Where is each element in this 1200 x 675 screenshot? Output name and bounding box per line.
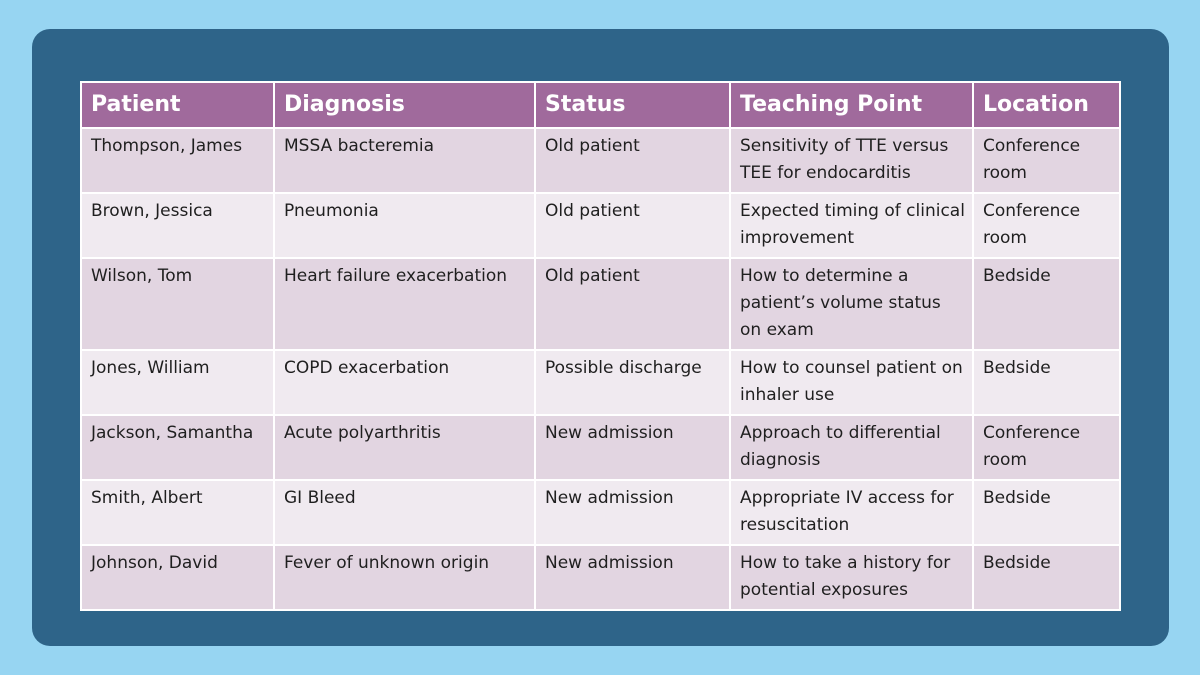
cell-diagnosis: GI Bleed xyxy=(274,480,535,545)
cell-status: New admission xyxy=(535,415,730,480)
table-row xyxy=(81,350,1120,415)
cell-teaching-point: Sensitivity of TTE versus TEE for endocarditis xyxy=(730,128,973,193)
cell-teaching-point: How to counsel patient on inhaler use xyxy=(730,350,973,415)
cell-diagnosis: Acute polyarthritis xyxy=(274,415,535,480)
cell-patient: Smith, Albert xyxy=(81,480,274,545)
cell-location: Bedside xyxy=(973,258,1120,350)
cell-status: New admission xyxy=(535,480,730,545)
header-patient: Patient xyxy=(81,82,274,128)
header-location: Location xyxy=(973,82,1120,128)
cell-status: Old patient xyxy=(535,193,730,258)
cell-status: New admission xyxy=(535,545,730,610)
cell-patient: Brown, Jessica xyxy=(81,193,274,258)
cell-teaching-point: Approach to differential diagnosis xyxy=(730,415,973,480)
table-row xyxy=(81,258,1120,350)
cell-patient: Jones, William xyxy=(81,350,274,415)
cell-location: Bedside xyxy=(973,545,1120,610)
cell-teaching-point: Appropriate IV access for resuscitation xyxy=(730,480,973,545)
cell-patient: Johnson, David xyxy=(81,545,274,610)
patient-table xyxy=(80,81,1121,611)
cell-diagnosis: Pneumonia xyxy=(274,193,535,258)
table-header-row xyxy=(81,82,1120,128)
cell-diagnosis: Heart failure exacerbation xyxy=(274,258,535,350)
cell-location: Conference room xyxy=(973,193,1120,258)
cell-status: Old patient xyxy=(535,128,730,193)
cell-teaching-point: How to take a history for potential exposures xyxy=(730,545,973,610)
header-status: Status xyxy=(535,82,730,128)
cell-status: Possible discharge xyxy=(535,350,730,415)
table-row xyxy=(81,545,1120,610)
table-row xyxy=(81,415,1120,480)
cell-location: Bedside xyxy=(973,350,1120,415)
table-row xyxy=(81,480,1120,545)
cell-location: Bedside xyxy=(973,480,1120,545)
cell-patient: Thompson, James xyxy=(81,128,274,193)
header-teaching-point: Teaching Point xyxy=(730,82,973,128)
cell-teaching-point: How to determine a patient’s volume status on exam xyxy=(730,258,973,350)
cell-patient: Wilson, Tom xyxy=(81,258,274,350)
cell-teaching-point: Expected timing of clinical improvement xyxy=(730,193,973,258)
header-diagnosis: Diagnosis xyxy=(274,82,535,128)
cell-status: Old patient xyxy=(535,258,730,350)
cell-patient: Jackson, Samantha xyxy=(81,415,274,480)
cell-diagnosis: COPD exacerbation xyxy=(274,350,535,415)
cell-location: Conference room xyxy=(973,415,1120,480)
table-row xyxy=(81,193,1120,258)
table-row xyxy=(81,128,1120,193)
cell-location: Conference room xyxy=(973,128,1120,193)
cell-diagnosis: Fever of unknown origin xyxy=(274,545,535,610)
cell-diagnosis: MSSA bacteremia xyxy=(274,128,535,193)
